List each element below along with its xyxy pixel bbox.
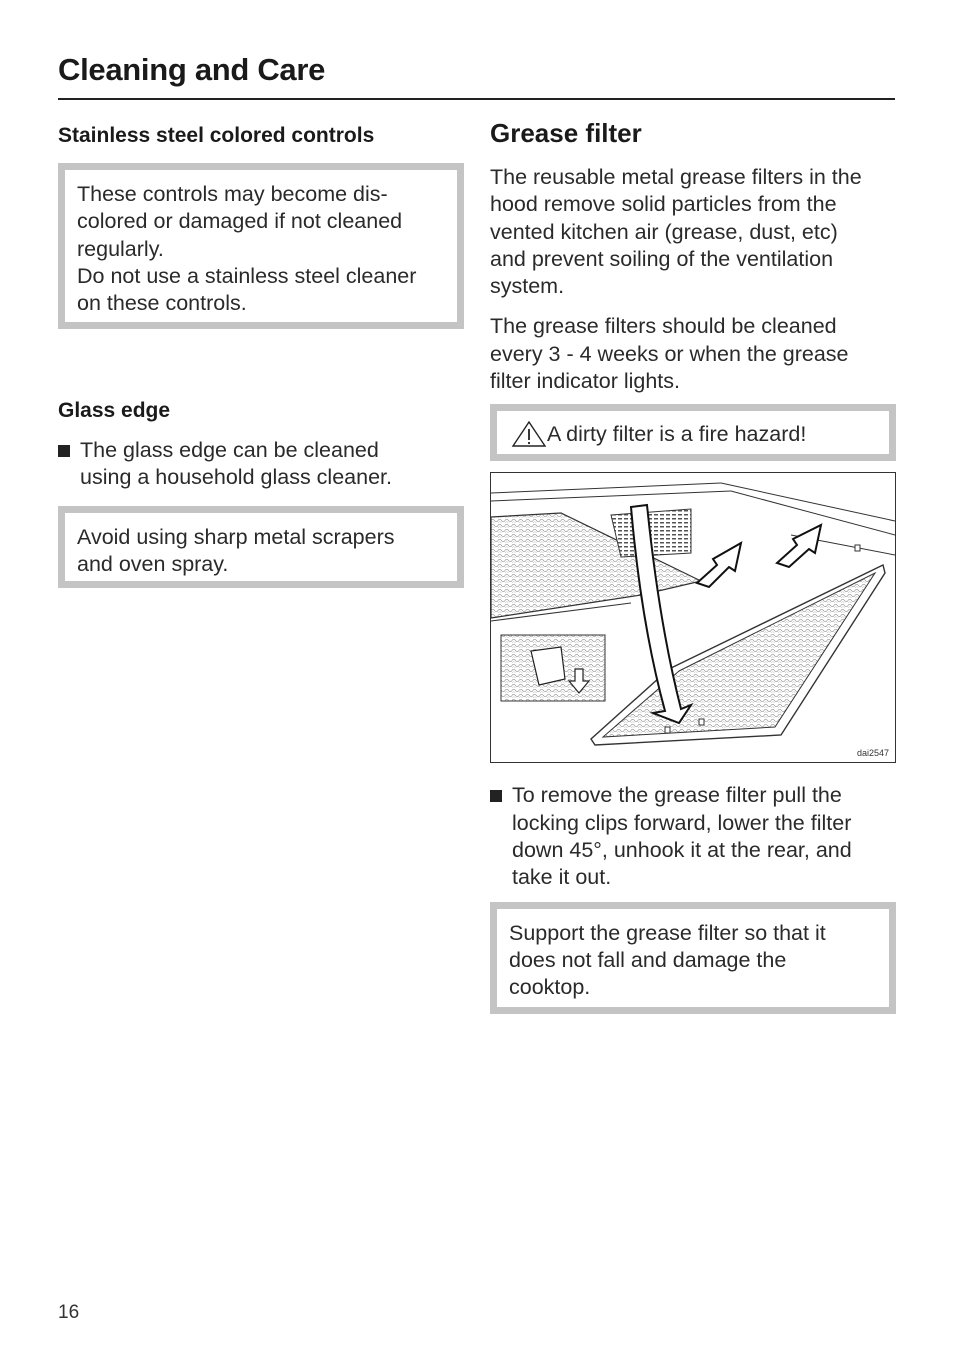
support-filter-note-box	[490, 902, 896, 1014]
page-number: 16	[58, 1302, 80, 1323]
stainless-note-line: These controls may become dis-	[77, 182, 388, 206]
fire-hazard-warning-box	[490, 404, 896, 461]
stainless-note-line: regularly.	[77, 236, 164, 261]
glass-bullet-line: The glass edge can be cleaned	[80, 438, 379, 462]
unhook-arrow-right-icon	[777, 525, 821, 567]
clip-mark	[855, 545, 860, 551]
stainless-heading: Stainless steel colored controls	[58, 124, 375, 147]
remove-bullet-line: To remove the grease filter pull the	[512, 783, 842, 808]
page-title: Cleaning and Care	[58, 52, 326, 87]
grease-filter-illustration	[490, 472, 896, 763]
warning-text: A dirty filter is a fire hazard!	[547, 421, 807, 446]
support-note-line: does not fall and damage the	[509, 947, 787, 972]
clip-mark	[699, 719, 704, 725]
glass-note-line: and oven spray.	[77, 551, 229, 576]
clip-mark	[665, 727, 670, 733]
glass-edge-heading: Glass edge	[58, 399, 171, 422]
locking-clip-detail-inset	[501, 635, 605, 701]
paragraph-line: and prevent soiling of the ventilation	[490, 246, 834, 271]
left-column	[58, 124, 464, 588]
filter-removal-drawing	[491, 473, 895, 762]
unhook-arrow-left-icon	[697, 543, 741, 587]
right-column	[490, 118, 896, 1014]
bullet-square-icon	[58, 437, 80, 457]
glass-note-box	[58, 506, 464, 588]
figure-code: dai2547	[856, 748, 889, 759]
warning-triangle-icon	[511, 420, 547, 448]
support-note-line: cooktop.	[509, 975, 591, 1000]
remove-bullet-line: locking clips forward, lower the filter	[512, 810, 852, 835]
remove-filter-bullet	[490, 782, 896, 891]
grease-filter-heading: Grease filter	[490, 118, 642, 148]
paragraph-line: vented kitchen air (grease, dust, etc)	[490, 219, 838, 244]
paragraph-line: The reusable metal grease filters in the	[490, 165, 862, 189]
grease-paragraph-1	[490, 164, 896, 300]
paragraph-line: system.	[490, 274, 565, 299]
stainless-note-line: colored or damaged if not cleaned	[77, 209, 403, 234]
stainless-note-line: Do not use a stainless steel cleaner	[77, 263, 417, 288]
support-note-line: Support the grease filter so that it	[509, 920, 826, 945]
glass-bullet-line: using a household glass cleaner.	[80, 465, 392, 490]
paragraph-line: every 3 - 4 weeks or when the grease	[490, 341, 849, 366]
remove-bullet-line: take it out.	[512, 865, 612, 890]
glass-note-line: Avoid using sharp metal scrapers	[77, 524, 395, 549]
paragraph-line: filter indicator lights.	[490, 369, 680, 394]
title-divider	[58, 98, 895, 100]
stainless-note-line: on these controls.	[77, 291, 247, 316]
paragraph-line: The grease filters should be cleaned	[490, 314, 837, 339]
remove-bullet-line: down 45°, unhook it at the rear, and	[512, 837, 852, 862]
grease-paragraph-2	[490, 313, 896, 395]
stainless-note-box	[58, 163, 464, 329]
paragraph-line: hood remove solid particles from the	[490, 192, 837, 217]
bullet-square-icon	[490, 782, 512, 802]
glass-edge-bullet	[58, 437, 464, 492]
